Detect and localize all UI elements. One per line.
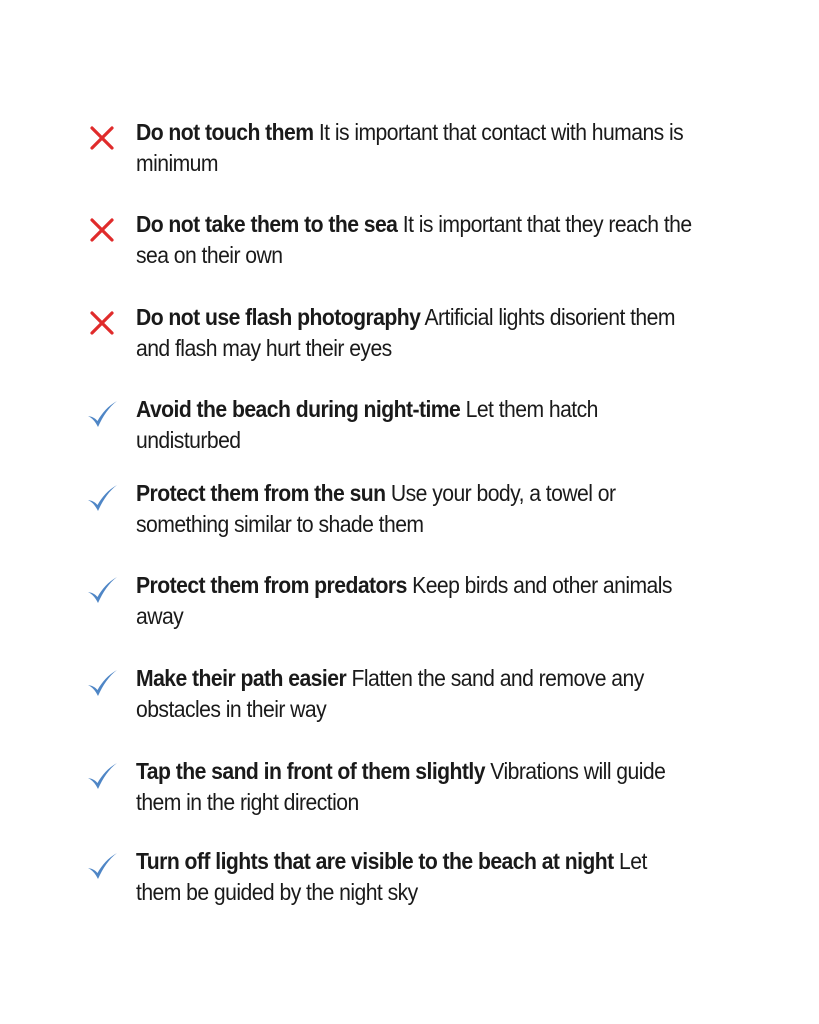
guideline-item-tap-sand (84, 756, 744, 818)
guideline-item-protect-predators (84, 570, 744, 632)
guideline-title: Protect them from predators (136, 572, 407, 598)
guideline-text (136, 302, 695, 364)
checkmark-icon (84, 758, 120, 794)
checkmark-icon (84, 480, 120, 516)
guideline-title: Turn off lights that are visible to the beach at night (136, 848, 614, 874)
guideline-body: Let them hatch undisturbed (136, 396, 598, 453)
guideline-body: Let them be guided by the night sky (136, 848, 647, 905)
guideline-text (136, 478, 695, 540)
guideline-title: Do not use flash photography (136, 304, 421, 330)
guideline-item-lights-off (84, 846, 744, 908)
checkmark-icon (84, 396, 120, 432)
guideline-title: Avoid the beach during night-time (136, 396, 461, 422)
guideline-body: Flatten the sand and remove any obstacles in their way (136, 665, 644, 722)
guideline-text (136, 663, 695, 725)
guideline-body: Artificial lights disorient them and flash may hurt their eyes (136, 304, 675, 361)
guideline-text (136, 209, 695, 271)
checkmark-icon (84, 665, 120, 701)
guideline-body: Use your body, a towel or something similar to shade them (136, 480, 616, 537)
guideline-text (136, 394, 695, 456)
guideline-text (136, 756, 695, 818)
checkmark-icon (84, 572, 120, 608)
x-icon (84, 304, 120, 340)
guideline-body: It is important that contact with humans is minimum (136, 119, 684, 176)
guideline-item-dont-flash (84, 302, 744, 364)
guideline-title: Protect them from the sun (136, 480, 386, 506)
guideline-body: Vibrations will guide them in the right direction (136, 758, 666, 815)
guideline-title: Make their path easier (136, 665, 347, 691)
checkmark-icon (84, 848, 120, 884)
guideline-title: Do not touch them (136, 119, 314, 145)
guideline-item-path-easier (84, 663, 744, 725)
guideline-item-protect-sun (84, 478, 744, 540)
guideline-text (136, 117, 695, 179)
guideline-body: Keep birds and other animals away (136, 572, 672, 629)
guideline-text (136, 846, 695, 908)
guideline-item-dont-take-to-sea (84, 209, 744, 271)
x-icon (84, 119, 120, 155)
guideline-item-avoid-beach (84, 394, 744, 456)
x-icon (84, 211, 120, 247)
guideline-body: It is important that they reach the sea on their own (136, 211, 692, 268)
guideline-text (136, 570, 695, 632)
guideline-title: Do not take them to the sea (136, 211, 398, 237)
guideline-item-dont-touch (84, 117, 744, 179)
guideline-title: Tap the sand in front of them slightly (136, 758, 485, 784)
